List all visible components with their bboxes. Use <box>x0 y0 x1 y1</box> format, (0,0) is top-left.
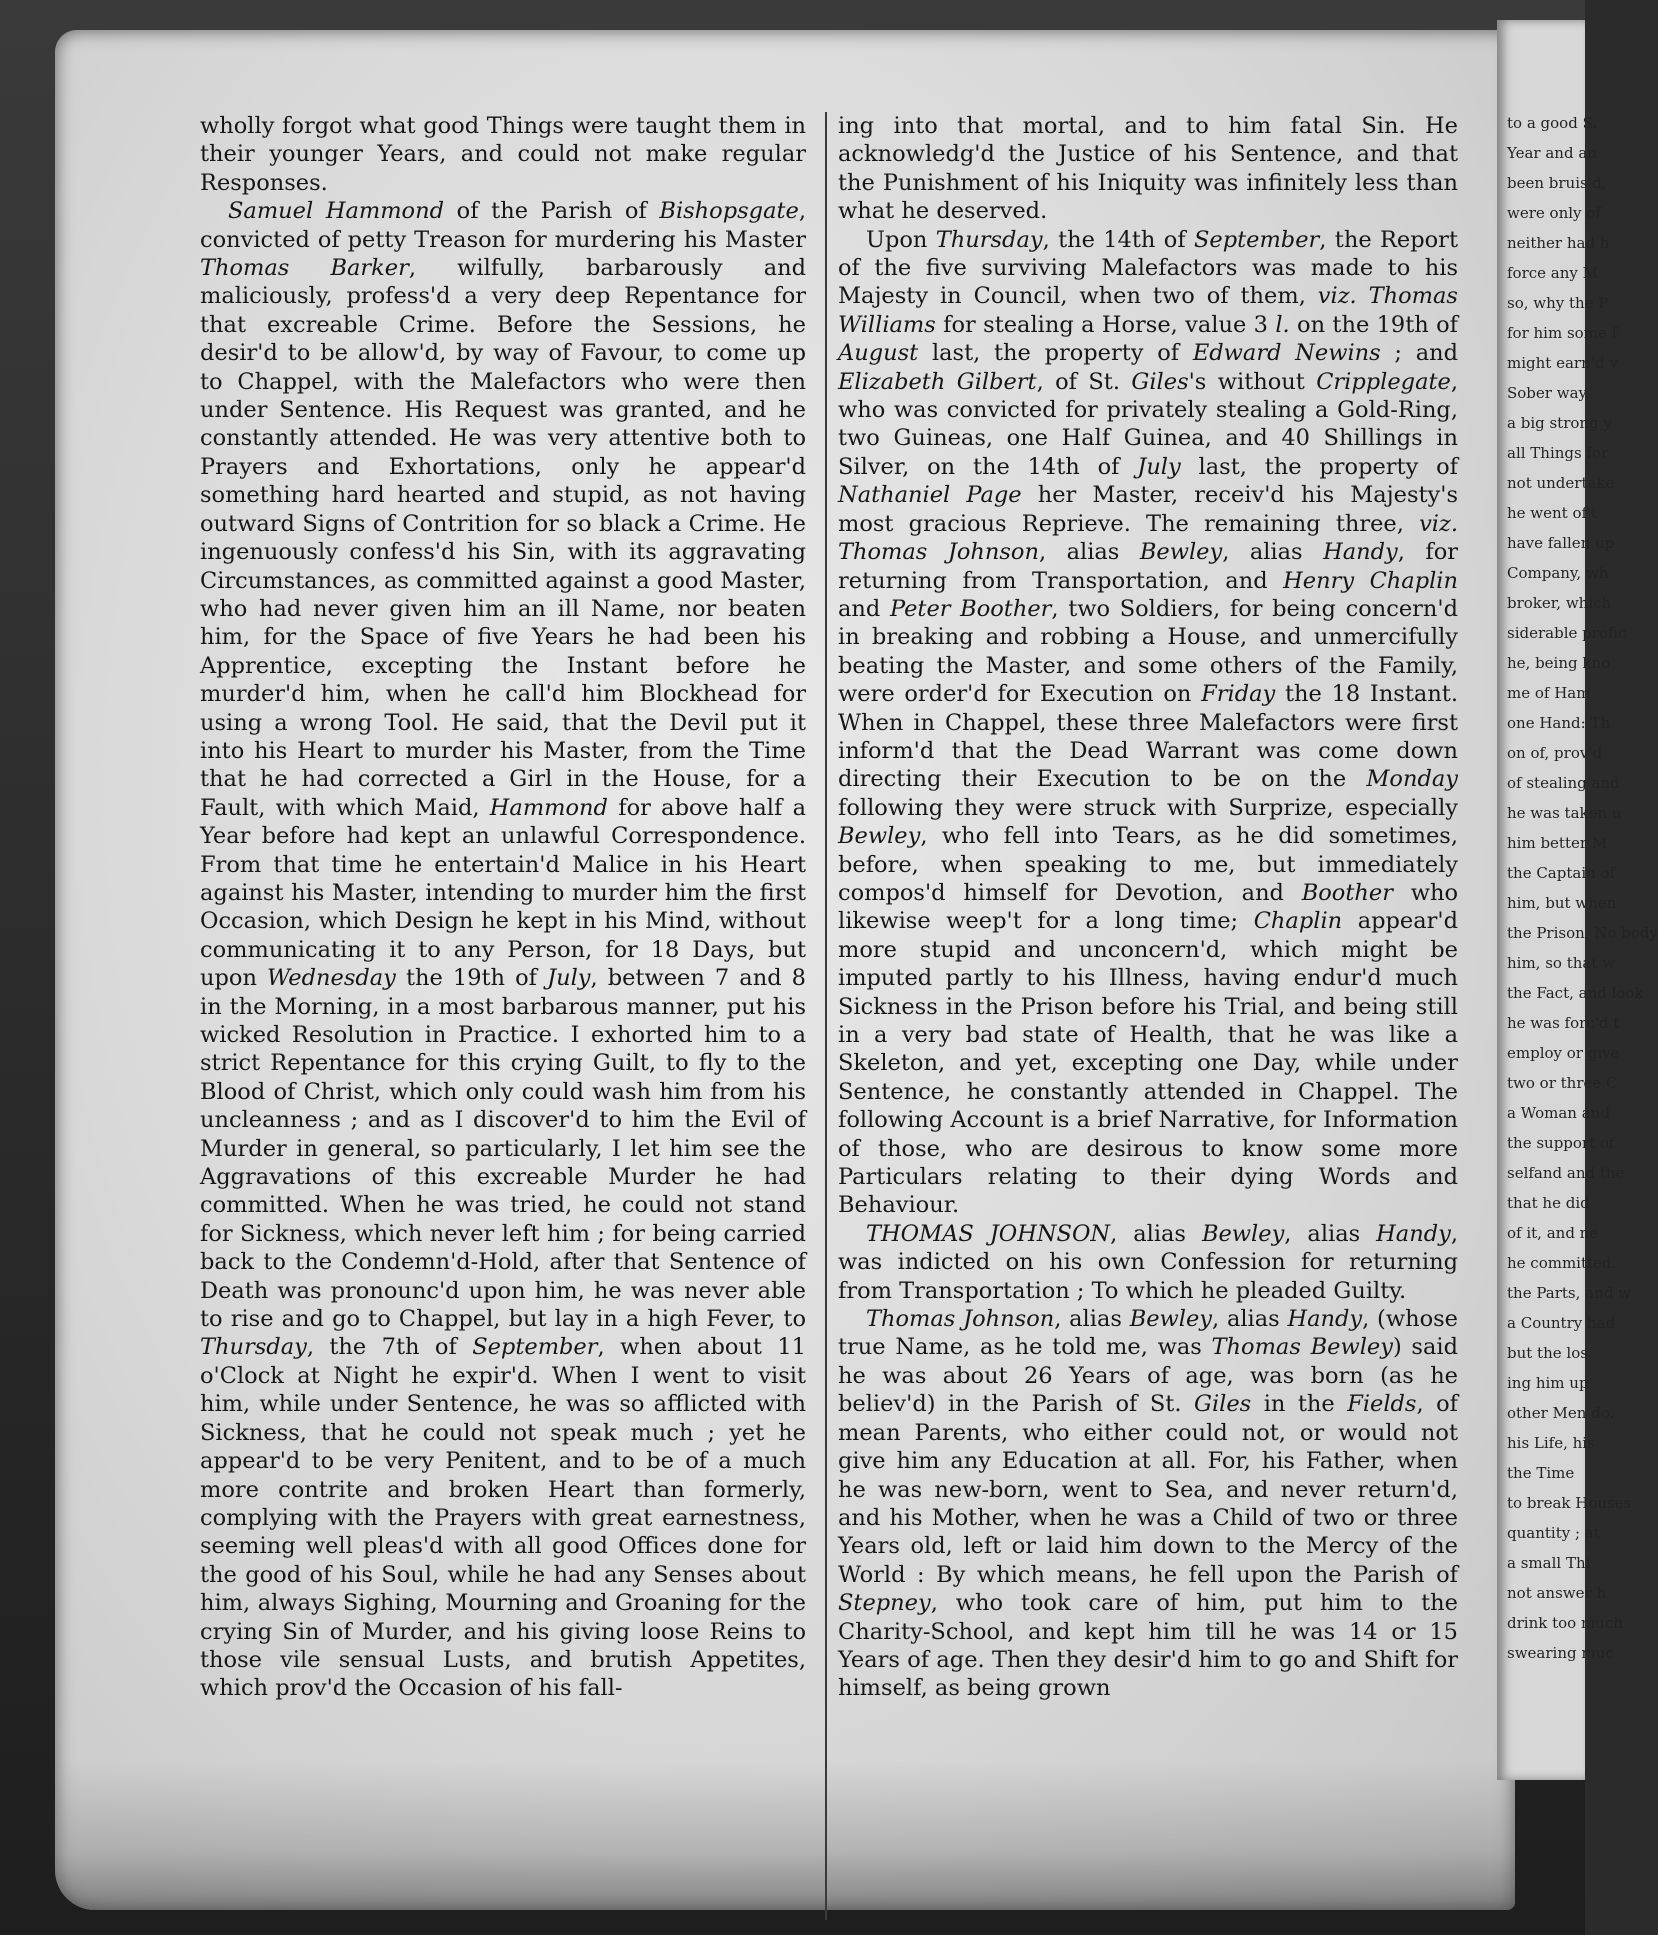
facing-page-line: quantity ; at <box>1507 1524 1600 1542</box>
right-paragraph-report: Upon Thursday, the 14th of September, the Report of the five surviving Malefactors was made to his Majesty in Council, when two of them, viz. Thomas Williams for stealing a Horse, value 3 l. on the 19th of August last, the property of Edward Newins ; and Elizabeth Gilbert, of St. Giles's without Cripplegate, who was convicted for privately stealing a Gold-Ring, two Guineas, one Half Guinea, and 40 Shillings in Silver, on the 14th of July last, the property of Nathaniel Page her Master, receiv'd his Majesty's most gracious Reprieve. The remaining three, viz. Thomas Johnson, alias Bewley, alias Handy, for returning from Transportation, and Henry Chaplin and Peter Boother, two Soldiers, for being concern'd in breaking and robbing a House, and unmercifully beating the Master, and some others of the Family, were order'd for Execution on Friday the 18 Instant. When in Chappel, these three Malefactors were first inform'd that the Dead Warrant was come down directing their Execution to be on the Monday following they were struck with Surprize, especially Bewley, who fell into Tears, as he did sometimes, before, when speaking to me, but immediately compos'd himself for Devotion, and Boother who likewise weep't for a long time; Chaplin appear'd more stupid and unconcern'd, which might be imputed partly to his Illness, having endur'd much Sickness in the Prison before his Trial, and being still in a very bad state of Health, that he was like a Skeleton, and yet, excepting one Day, while under Sentence, he constantly attended in Chappel. The following Account is a brief Narrative, for Information of those, who are desirous to know some more Particulars relating to their dying Words and Behaviour. <box>838 226 1459 1219</box>
facing-page-line: a Woman and <box>1507 1104 1610 1122</box>
facing-page-line: that he did <box>1507 1194 1590 1212</box>
facing-page-strip <box>1497 20 1658 1780</box>
facing-page-line: so, why the P <box>1507 294 1609 312</box>
facing-page-line: swearing muc <box>1507 1644 1614 1662</box>
facing-page-line: the Captain of <box>1507 864 1616 882</box>
facing-page-line: to a good S. <box>1507 114 1598 132</box>
facing-page-lines <box>1497 108 1658 1668</box>
right-paragraph-1: ing into that mortal, and to him fatal Sin. He acknowledg'd the Justice of his Sentence, and that the Punishment of his Iniquity was infinitely less than what he deserved. <box>838 113 1458 225</box>
facing-page-line: to break Houses <box>1507 1494 1632 1512</box>
facing-page-line: been bruis'd, <box>1507 174 1607 192</box>
facing-page-line: him better M <box>1507 834 1608 852</box>
facing-page-line: he committed. <box>1507 1254 1617 1272</box>
facing-page-line: he, being kno <box>1507 654 1611 672</box>
facing-page-line: me of Ham <box>1507 684 1591 702</box>
column-divider <box>825 112 827 1920</box>
facing-page-line: on of, prov'd <box>1507 744 1603 762</box>
right-column <box>838 112 1458 1703</box>
facing-page-line: a Country had <box>1507 1314 1616 1332</box>
facing-page-line: selfand and the <box>1507 1164 1625 1182</box>
facing-page-line: not undertake <box>1507 474 1615 492</box>
facing-page-line: but the los <box>1507 1344 1588 1362</box>
left-paragraph-1: wholly forgot what good Things were taught them in their younger Years, and could not make regular Responses. <box>200 113 806 196</box>
page-edge-shadow <box>55 1760 1515 1910</box>
facing-page-line: all Things for <box>1507 444 1609 462</box>
facing-page-line: the Prison, No body <box>1507 924 1658 942</box>
facing-page-line: of it, and ne <box>1507 1224 1599 1242</box>
facing-page-line: two or three C <box>1507 1074 1618 1092</box>
facing-page-line: of stealing and <box>1507 774 1620 792</box>
facing-page-line: Sober way. <box>1507 384 1590 402</box>
facing-page-line: force any M <box>1507 264 1599 282</box>
facing-page-line: his Life, his <box>1507 1434 1595 1452</box>
facing-page-line: he was forc'd t <box>1507 1014 1620 1032</box>
facing-page-line: a small Thi <box>1507 1554 1591 1572</box>
right-paragraph-johnson-bio: Thomas Johnson, alias Bewley, alias Handy, (whose true Name, as he told me, was Thomas Bewley) said he was about 26 Years of age, was born (as he believ'd) in the Parish of St. Giles in the Fields, of mean Parents, who either could not, or would not give him any Education at all. For, his Father, when he was new-born, went to Sea, and never return'd, and his Mother, when he was a Child of two or three Years old, left or laid him down to the Mercy of the World : By which means, he fell upon the Parish of Stepney, who took care of him, put him to the Charity-School, and kept him till he was 14 or 15 Years of age. Then they desir'd him to go and Shift for himself, as being grown <box>838 1306 1458 1702</box>
facing-page-line: not answer h <box>1507 1584 1607 1602</box>
facing-page-line: one Hand: Th <box>1507 714 1611 732</box>
facing-page-line: a big strong y <box>1507 414 1612 432</box>
facing-page-line: drink too much <box>1507 1614 1623 1632</box>
facing-page-line: the Parts, and w <box>1507 1284 1631 1302</box>
facing-page-line: the Time <box>1507 1464 1575 1482</box>
right-paragraph-johnson-heading: THOMAS JOHNSON, alias Bewley, alias Handy, was indicted on his own Confession for returning from Transportation ; To which he pleaded Guilty. <box>838 1220 1458 1304</box>
facing-page-line: for him some f <box>1507 324 1618 342</box>
facing-page-line: have fallen up <box>1507 534 1615 552</box>
facing-page-line: employ or give <box>1507 1044 1620 1062</box>
facing-page-line: Year and an <box>1507 144 1597 162</box>
facing-page-line: he went of't <box>1507 504 1598 522</box>
facing-page-line: ing him up <box>1507 1374 1589 1392</box>
facing-page-line: other Men do. <box>1507 1404 1615 1422</box>
facing-page-line: the Fact, and look <box>1507 984 1644 1002</box>
left-column <box>200 112 806 1703</box>
facing-page-line: neither had h <box>1507 234 1610 252</box>
facing-page-top-margin <box>1497 20 1585 108</box>
facing-page-line: were only of <box>1507 204 1601 222</box>
facing-page-line: him, so that w <box>1507 954 1615 972</box>
section-heading: THOMAS JOHNSON <box>866 1220 1111 1247</box>
left-paragraph-hammond: Samuel Hammond of the Parish of Bishopsgate, convicted of petty Treason for murdering his Master Thomas Barker, wilfully, barbarously and maliciously, profess'd a very deep Repentance for that excreable Crime. Before the Sessions, he desir'd to be allow'd, by way of Favour, to come up to Chappel, with the Malefactors who were then under Sentence. His Request was granted, and he constantly attended. He was very attentive both to Prayers and Exhortations, only he appear'd something hard hearted and stupid, as not having outward Signs of Contrition for so black a Crime. He ingenuously confess'd his Sin, with its aggravating Circumstances, as committed against a good Master, who had never given him an ill Name, nor beaten him, for the Space of five Years he had been his Apprentice, excepting the Instant before he murder'd him, when he call'd him Blockhead for using a wrong Tool. He said, that the Devil put it into his Heart to murder his Master, from the Time that he had corrected a Girl in the House, for a Fault, with which Maid, Hammond for above half a Year before had kept an unlawful Correspondence. From that time he entertain'd Malice in his Heart against his Master, intending to murder him the first Occasion, which Design he kept in his Mind, without communicating it to any Person, for 18 Days, but upon Wednesday the 19th of July, between 7 and 8 in the Morning, in a most barbarous manner, put his wicked Resolution in Practice. I exhorted him to a strict Repentance for this crying Guilt, to fly to the Blood of Christ, which only could wash him from his uncleanness ; and as I discover'd to him the Evil of Murder in general, so particularly, I let him see the Aggravations of this excreable Murder he had committed. When he was tried, he could not stand for Sickness, which never left him ; for being carried back to the Condemn'd-Hold, after that Sentence of Death was pronounc'd upon him, he was never able to rise and go to Chappel, but lay in a high Fever, to Thursday, the 7th of September, when about 11 o'Clock at Night he expir'd. When I went to visit him, while under Sentence, he was so afflicted with Sickness, that he could not speak much ; yet he appear'd to be very Penitent, and to be of a much more contrite and broken Heart than formerly, complying with the Prayers with great earnestness, seeming well pleas'd with all good Offices done for the good of his Soul, while he had any Senses about him, always Sighing, Mourning and Groaning for the crying Sin of Murder, and his giving loose Reins to those vile sensual Lusts, and brutish Appetites, which prov'd the Occasion of his fall- <box>200 198 807 1702</box>
facing-page-line: siderable profic <box>1507 624 1627 642</box>
facing-page-line: might earn'd v <box>1507 354 1618 372</box>
facing-page-line: him, but when <box>1507 894 1617 912</box>
facing-page-line: broker, which <box>1507 594 1612 612</box>
facing-page-line: Company, wh <box>1507 564 1609 582</box>
facing-page-line: the support of <box>1507 1134 1615 1152</box>
facing-page-line: he was taken u <box>1507 804 1622 822</box>
